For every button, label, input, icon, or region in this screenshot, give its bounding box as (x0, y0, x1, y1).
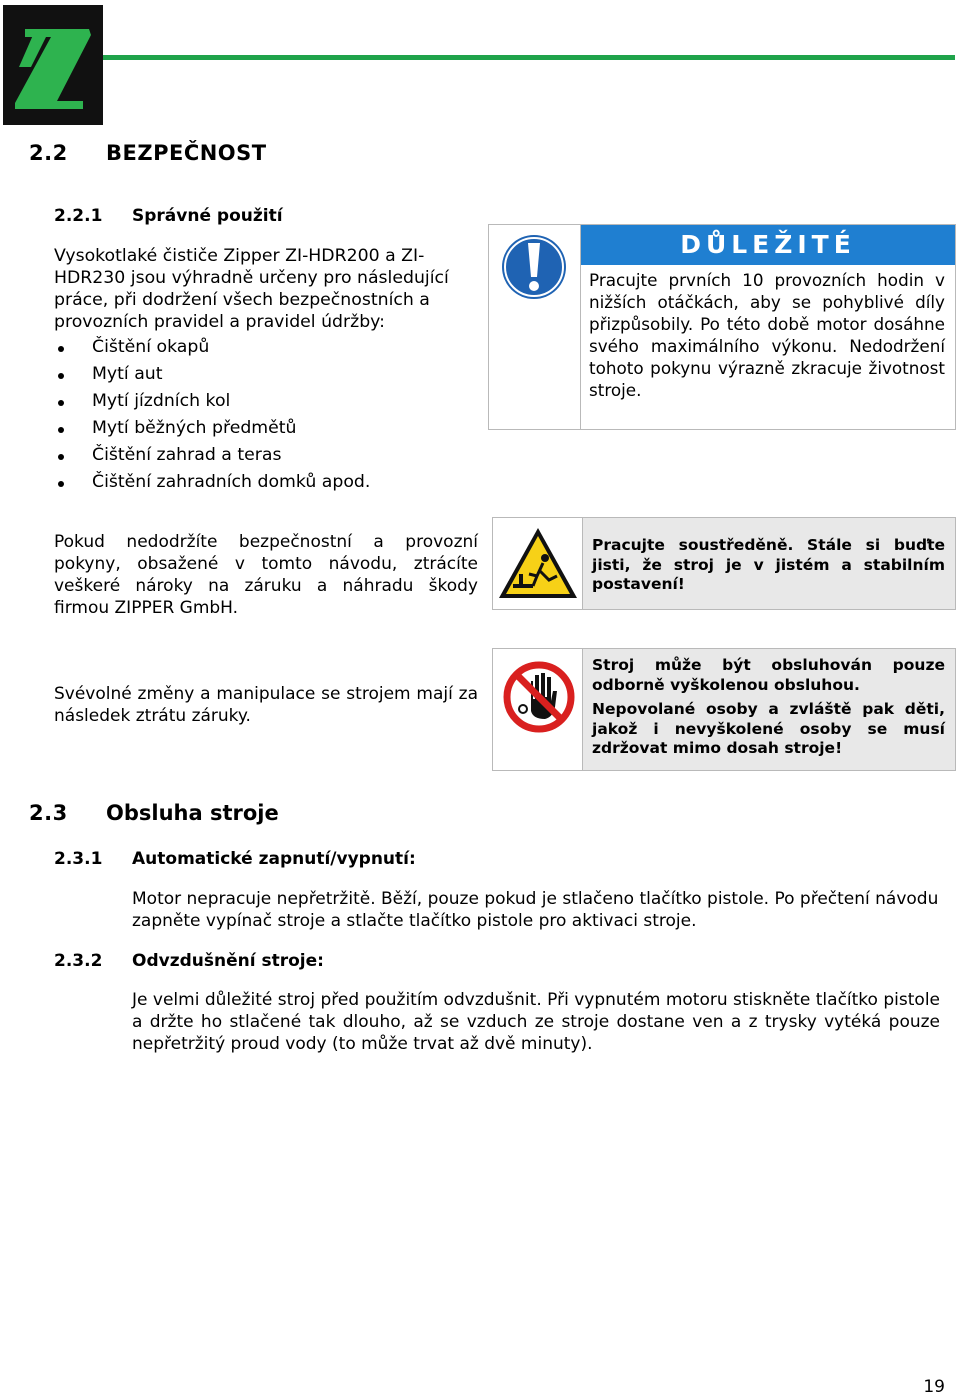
list-item: Čištění okapů (54, 334, 474, 361)
important-text: Pracujte prvních 10 provozních hodin v nižších otáčkách, aby se pohyblivé díly přizpůsobily. Po této době motor dosáhne svého maximálního výkonu. Nedodržení tohoto pokynu výrazně zkracuje životnost stroje. (589, 270, 945, 400)
auto-onoff-paragraph: Motor nepracuje nepřetržitě. Běží, pouze pokud je stlačeno tlačítko pistole. Po přečtení návodu zapněte vypínač stroje a stlačte tlačítko pistole pro aktivaci stroje. (132, 889, 939, 931)
list-item: Mytí aut (54, 361, 474, 388)
use-list (54, 334, 474, 496)
subsection-title: Automatické zapnutí/vypnutí: (132, 849, 416, 869)
important-icon-cell (489, 225, 579, 429)
important-box (488, 224, 956, 430)
venting-paragraph: Je velmi důležité stroj před použitím odvzdušnit. Při vypnutém motoru stiskněte tlačítko pistole a držte ho stlačené tak dlouho, až se vzduch ze stroje dostane ven a z trysky vytéká pouze nepřetržitý proud vody (to může trvat až dvě minuty). (132, 990, 940, 1054)
operator-text-1: Stroj může být obsluhován pouze odborně vyškolenou obsluhou. (592, 656, 945, 694)
section-title: Obsluha stroje (106, 801, 279, 825)
operator-text-2: Nepovolané osoby a zvláště pak děti, jakož i nevyškolené osoby se musí zdržovat mimo dosah stroje! (592, 700, 945, 757)
no-entry-hand-icon (493, 649, 581, 749)
concentrate-icon-cell (493, 518, 581, 609)
concentrate-box (492, 517, 956, 610)
list-item: Čištění zahradních domků apod. (54, 469, 474, 496)
operator-icon-cell (493, 649, 581, 770)
list-item: Čištění zahrad a teras (54, 442, 474, 469)
warranty-paragraph: Pokud nedodržíte bezpečnostní a provozní pokyny, obsažené v tomto návodu, ztrácíte veškeré nároky na záruku a náhradu škody firmou ZIPPER GmbH. (54, 532, 478, 618)
list-item: Mytí běžných předmětů (54, 415, 474, 442)
fall-warning-icon (493, 518, 581, 609)
concentrate-text: Pracujte soustředěně. Stále si buďte jisti, že stroj je v jistém a stabilním postavení! (592, 536, 945, 593)
exclamation-icon (489, 225, 579, 315)
header-rule (103, 55, 955, 60)
subsection-number: 2.3.1 (54, 849, 103, 869)
subsection-title: Odvzdušnění stroje: (132, 951, 324, 971)
intro-paragraph: Vysokotlaké čističe Zipper ZI-HDR200 a ZI-HDR230 jsou výhradně určeny pro následující práce, při dodržení všech bezpečnostních a provozních pravidel a pravidel údržby: (54, 246, 449, 332)
section-number: 2.2 (29, 141, 68, 165)
page-number: 19 (923, 1377, 945, 1397)
operator-box (492, 648, 956, 771)
list-item: Mytí jízdních kol (54, 388, 474, 415)
section-title: BEZPEČNOST (106, 141, 267, 165)
section-number: 2.3 (29, 801, 68, 825)
important-banner: DŮLEŽITÉ (581, 225, 955, 265)
subsection-number: 2.2.1 (54, 206, 103, 226)
subsection-title: Správné použití (132, 206, 283, 226)
changes-paragraph: Svévolné změny a manipulace se strojem mají za následek ztrátu záruky. (54, 684, 478, 726)
subsection-number: 2.3.2 (54, 951, 103, 971)
zipper-logo (3, 5, 103, 125)
